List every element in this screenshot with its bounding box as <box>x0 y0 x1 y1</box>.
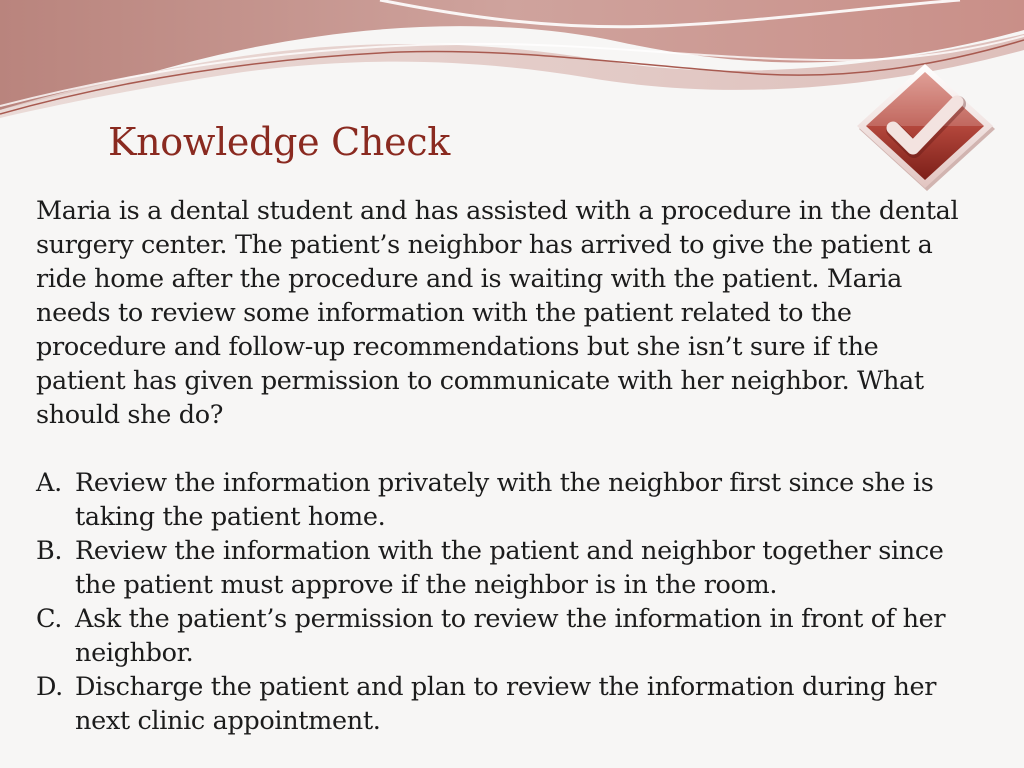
option-letter: B. <box>36 536 63 566</box>
option-text: Review the information privately with the neighbor first since she is taking the patient home. <box>75 468 934 532</box>
answer-option-b <box>36 534 966 602</box>
answer-option-d <box>36 670 966 738</box>
option-letter: C. <box>36 604 63 634</box>
option-letter: A. <box>36 468 62 498</box>
option-text: Ask the patient’s permission to review the information in front of her neighbor. <box>75 604 946 668</box>
option-text: Review the information with the patient and neighbor together since the patient must approve if the neighbor is in the room. <box>75 536 944 600</box>
answer-option-a <box>36 466 966 534</box>
answer-option-c <box>36 602 966 670</box>
question-text: Maria is a dental student and has assisted with a procedure in the dental surgery center. The patient’s neighbor has arrived to give the patient a ride home after the procedure and is waiting with the patient. Maria needs to review some information with the patient related to the procedure and follow-up recommendations but she isn’t sure if the patient has given permission to communicate with her neighbor. What should she do? <box>36 196 959 430</box>
checkmark-icon <box>855 62 995 192</box>
answer-options-list <box>36 466 966 738</box>
option-letter: D. <box>36 672 63 702</box>
option-text: Discharge the patient and plan to review the information during her next clinic appointment. <box>75 672 937 736</box>
slide-title: Knowledge Check <box>108 120 450 164</box>
